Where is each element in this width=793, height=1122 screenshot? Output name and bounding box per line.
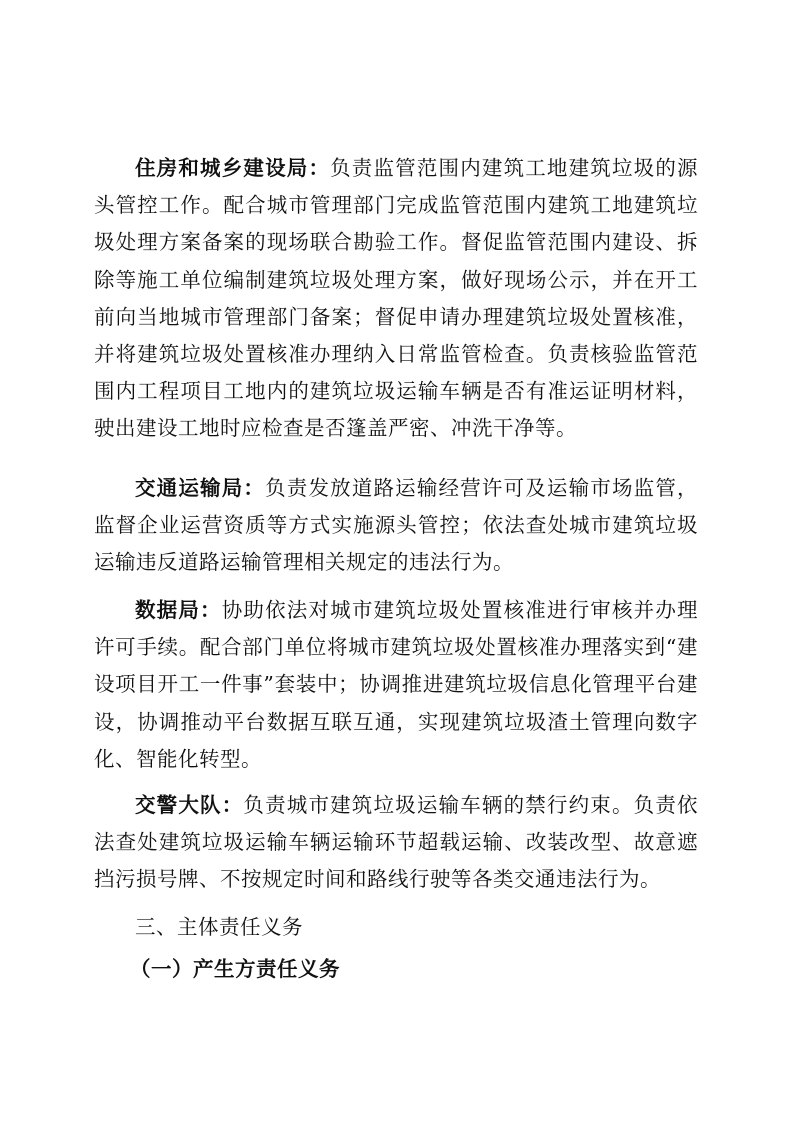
- subsection-heading: （一）产生方责任义务: [130, 957, 340, 981]
- paragraph-body: 负责发放道路运输经营许可及运输市场监管，监督企业运营资质等方式实施源头管控；依法查处城市建筑垃圾运输违反道路运输管理相关规定的违法行为。: [94, 476, 699, 575]
- paragraph-body: 协助依法对城市建筑垃圾处置核准进行审核并办理许可手续。配合部门单位将城市建筑垃圾处置核准办理落实到“建设项目开工一件事”套装中；协调推进建筑垃圾信息化管理平台建设，协调推动平台数据互联互通，实现建筑垃圾渣土管理向数字化、智能化转型。: [94, 598, 699, 771]
- paragraph-lead: 数据局：: [135, 598, 222, 622]
- paragraph-data-bureau: [94, 592, 698, 778]
- paragraph-transport-bureau: [94, 470, 698, 582]
- paragraph-traffic-police: [94, 787, 698, 899]
- section-heading: 三、主体责任义务: [135, 915, 303, 939]
- paragraph-lead: 住房和城乡建设局：: [135, 156, 331, 180]
- paragraph-lead: 交警大队：: [135, 793, 244, 817]
- paragraph-housing-bureau: [94, 150, 698, 448]
- paragraph-body: 负责监管范围内建筑工地建筑垃圾的源头管控工作。配合城市管理部门完成监管范围内建筑工地建筑垃圾处理方案备案的现场联合勘验工作。督促监管范围内建设、拆除等施工单位编制建筑垃圾处理方案，做好现场公示，并在开工前向当地城市管理部门备案；督促申请办理建筑垃圾处置核准，并将建筑垃圾处置核准办理纳入日常监管检查。负责核验监管范围内工程项目工地内的建筑垃圾运输车辆是否有准运证明材料，驶出建设工地时应检查是否篷盖严密、冲洗干净等。: [94, 156, 699, 441]
- paragraph-lead: 交通运输局：: [135, 476, 266, 500]
- paragraph-body: 负责城市建筑垃圾运输车辆的禁行约束。负责依法查处建筑垃圾运输车辆运输环节超载运输、改装改型、故意遮挡污损号牌、不按规定时间和路线行驶等各类交通违法行为。: [94, 793, 699, 892]
